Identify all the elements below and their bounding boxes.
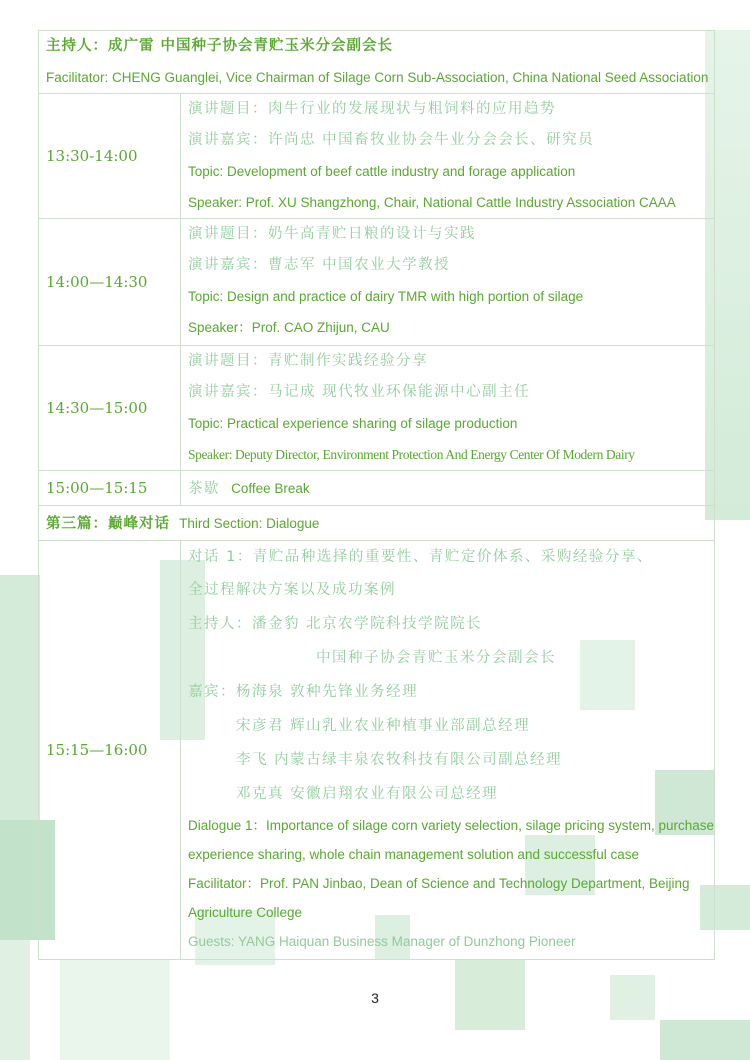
dialogue-time: 15:15—16:00 bbox=[39, 541, 181, 960]
session-row bbox=[39, 219, 715, 346]
session-speaker-en: Speaker: Prof. XU Shangzhong, Chair, National Cattle Industry Association CAAA bbox=[187, 195, 676, 210]
dialogue-host-cn-2: 中国种子协会青贮玉米分会副会长 bbox=[315, 650, 556, 666]
session-speaker-cn: 演讲嘉宾：曹志军 中国农业大学教授 bbox=[187, 257, 451, 273]
coffee-break-en: Coffee Break bbox=[231, 480, 310, 496]
dialogue-title-en-1: Dialogue 1：Importance of silage corn variety selection, silage pricing system, purchase bbox=[187, 818, 714, 833]
facilitator-en: Facilitator: CHENG Guanglei, Vice Chairman of Silage Corn Sub-Association, China National Seed Association bbox=[46, 70, 709, 85]
section-header-cn: 第三篇：巅峰对话 bbox=[46, 515, 170, 532]
session-topic-en: Topic: Design and practice of dairy TMR with high portion of silage bbox=[187, 289, 584, 304]
session-row bbox=[39, 94, 715, 219]
session-speaker-en: Speaker: Deputy Director, Environment Protection And Energy Center Of Modern Dairy bbox=[187, 447, 635, 462]
session-speaker-cn: 演讲嘉宾：马记成 现代牧业环保能源中心副主任 bbox=[187, 384, 531, 400]
session-speaker-cn: 演讲嘉宾：许尚忠 中国畜牧业协会牛业分会会长、研究员 bbox=[187, 132, 595, 148]
dialogue-title-en-2: experience sharing, whole chain management solution and successful case bbox=[187, 847, 640, 862]
dialogue-host-en-2: Agriculture College bbox=[187, 905, 303, 920]
facilitator-row bbox=[39, 31, 715, 94]
dialogue-title-cn-1: 对话 1：青贮品种选择的重要性、青贮定价体系、采购经验分享、 bbox=[187, 549, 653, 565]
decor-square bbox=[660, 1020, 750, 1060]
session-topic-cn: 演讲题目：肉牛行业的发展现状与粗饲料的应用趋势 bbox=[187, 101, 556, 117]
dialogue-row bbox=[39, 541, 715, 960]
session-time: 14:30—15:00 bbox=[39, 346, 181, 471]
session-topic-cn: 演讲题目：奶牛高青贮日粮的设计与实践 bbox=[187, 226, 476, 242]
agenda-table bbox=[38, 30, 715, 960]
session-topic-en: Topic: Development of beef cattle industry and forage application bbox=[187, 164, 576, 179]
dialogue-guests-cn-4: 邓克真 安徽启翔农业有限公司总经理 bbox=[235, 786, 499, 802]
section-header-row bbox=[39, 506, 715, 541]
decor-square bbox=[0, 575, 40, 820]
session-topic-en: Topic: Practical experience sharing of silage production bbox=[187, 416, 518, 431]
dialogue-guests-en: Guests: YANG Haiquan Business Manager of Dunzhong Pioneer bbox=[187, 934, 576, 949]
session-time: 14:00—14:30 bbox=[39, 219, 181, 346]
session-topic-cn: 演讲题目：青贮制作实践经验分享 bbox=[187, 353, 428, 369]
dialogue-host-en-1: Facilitator：Prof. PAN Jinbao, Dean of Science and Technology Department, Beijing bbox=[187, 876, 690, 891]
dialogue-guests-cn-3: 李飞 内蒙古绿丰泉农牧科技有限公司副总经理 bbox=[235, 752, 563, 768]
dialogue-guests-cn-1: 嘉宾：杨海泉 敦种先锋业务经理 bbox=[187, 684, 419, 700]
coffee-break-label bbox=[181, 472, 714, 505]
session-speaker-en: Speaker：Prof. CAO Zhijun, CAU bbox=[187, 320, 390, 335]
decor-square bbox=[60, 960, 170, 1060]
section-header bbox=[39, 507, 714, 540]
dialogue-host-cn-1: 主持人：潘金豹 北京农学院科技学院院长 bbox=[187, 616, 483, 632]
coffee-break-time: 15:00—15:15 bbox=[39, 471, 181, 506]
section-header-en: Third Section: Dialogue bbox=[179, 515, 320, 531]
coffee-break-cn: 茶歇 bbox=[187, 480, 220, 497]
facilitator-cn: 主持人：成广雷 中国种子协会青贮玉米分会副会长 bbox=[46, 38, 394, 54]
dialogue-title-cn-2: 全过程解决方案以及成功案例 bbox=[187, 582, 396, 598]
dialogue-guests-cn-2: 宋彦君 辉山乳业农业种植事业部副总经理 bbox=[235, 718, 531, 734]
coffee-break-row bbox=[39, 471, 715, 506]
page-number: 3 bbox=[371, 990, 379, 1006]
session-row bbox=[39, 346, 715, 471]
session-time: 13:30-14:00 bbox=[39, 94, 181, 219]
